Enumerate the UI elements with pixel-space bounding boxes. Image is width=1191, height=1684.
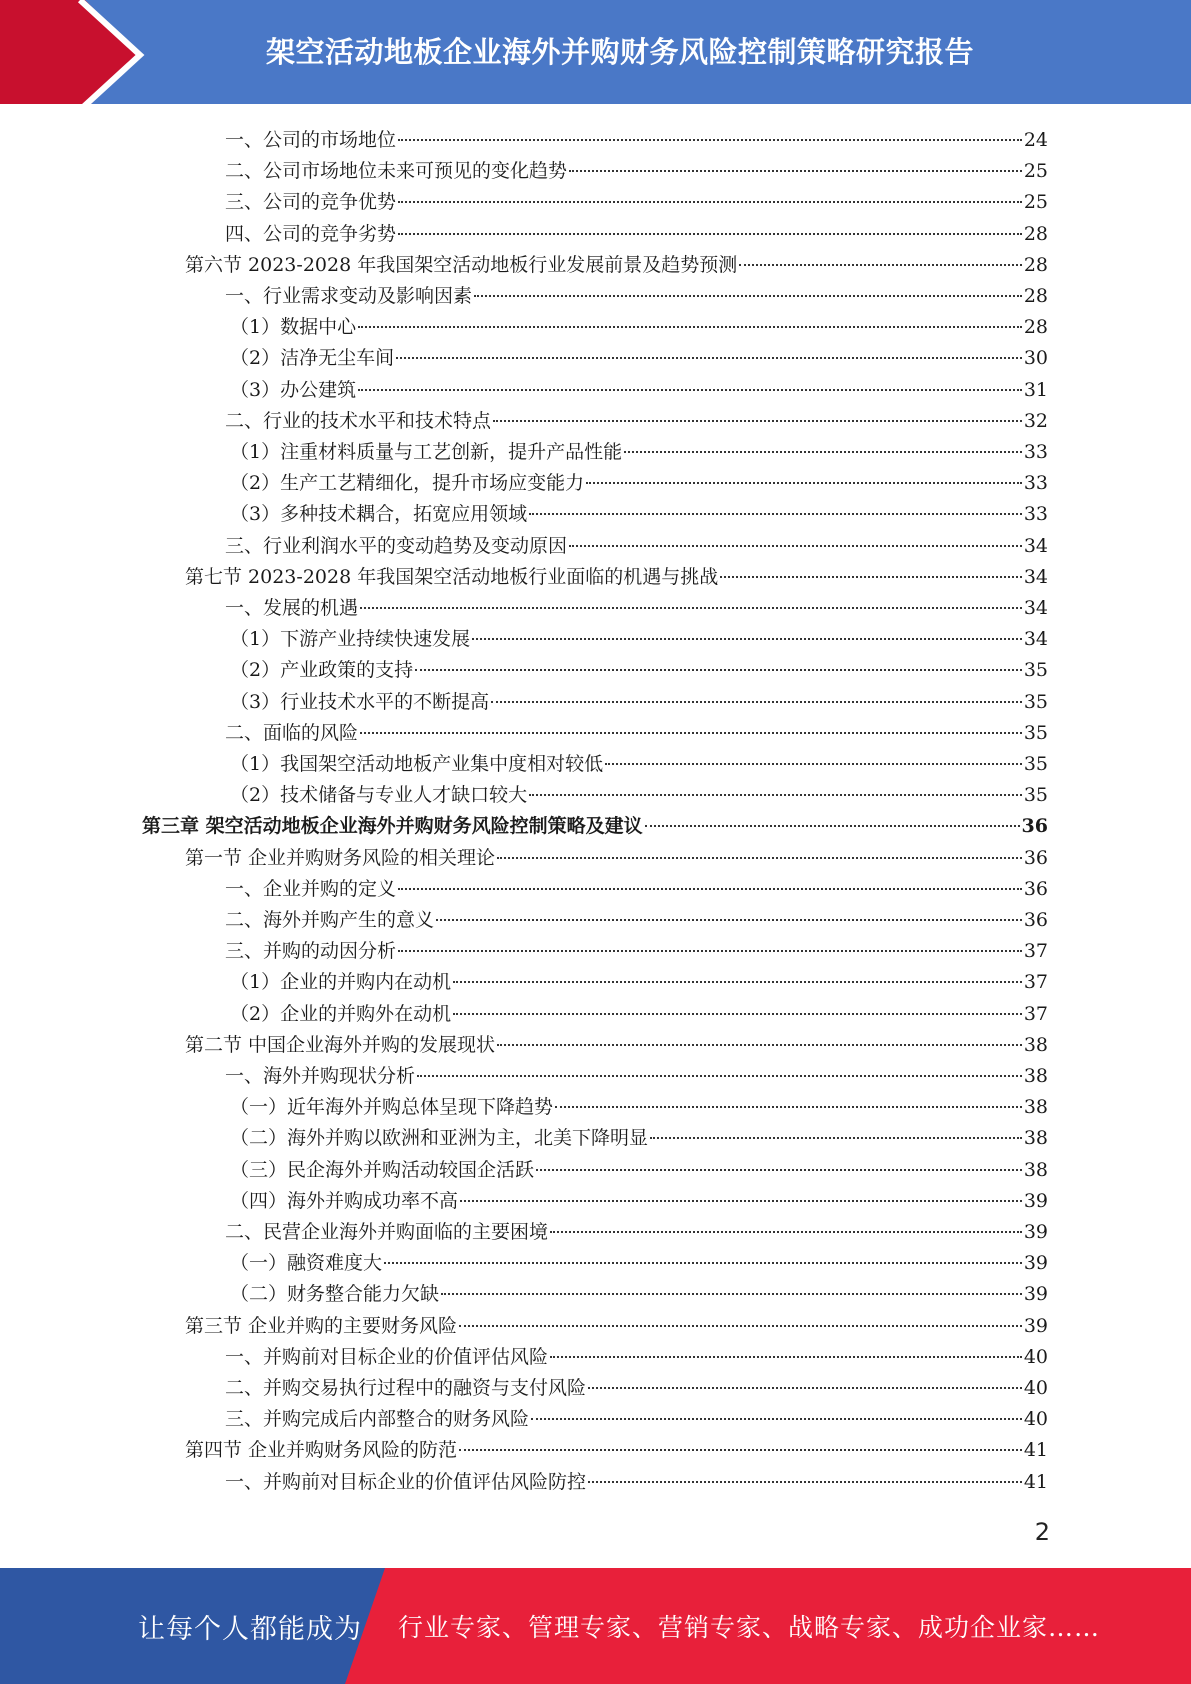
toc-dot-leader [550,1231,1022,1233]
footer-banner [0,1568,1191,1684]
toc-entry-title: 一、海外并购现状分析 [225,1065,416,1087]
toc-page-number: 33 [1023,441,1048,463]
toc-entry[interactable] [230,377,1048,403]
toc-entry[interactable] [225,158,1048,184]
toc-page-number: 28 [1023,254,1048,276]
toc-dot-leader [497,1044,1022,1046]
toc-entry[interactable] [230,439,1048,465]
toc-page-number: 41 [1023,1439,1048,1461]
toc-page-number: 35 [1023,659,1048,681]
toc-dot-leader [459,1325,1022,1327]
toc-entry[interactable] [230,470,1048,496]
toc-entry-title: 一、企业并购的定义 [225,878,397,900]
toc-page-number: 36 [1023,909,1048,931]
toc-page-number: 30 [1023,347,1048,369]
toc-entry-title: 第三章 架空活动地板企业海外并购财务风险控制策略及建议 [142,815,643,837]
toc-page-number: 28 [1023,223,1048,245]
toc-entry-title: （3）行业技术水平的不断提高 [230,691,490,713]
document-title: 架空活动地板企业海外并购财务风险控制策略研究报告 [265,34,974,69]
toc-dot-leader [588,1481,1022,1483]
toc-dot-leader [436,919,1022,921]
toc-dot-leader [396,357,1022,359]
toc-page-number: 35 [1023,784,1048,806]
toc-page-number: 25 [1023,191,1048,213]
toc-entry-title: 四、公司的竞争劣势 [225,223,397,245]
toc-page-number: 40 [1023,1346,1048,1368]
toc-entry-title: 二、海外并购产生的意义 [225,909,435,931]
toc-dot-leader [441,1293,1022,1295]
toc-dot-leader [605,763,1022,765]
toc-page-number: 36 [1023,878,1048,900]
toc-entry-title: 二、并购交易执行过程中的融资与支付风险 [225,1377,587,1399]
toc-entry-title: （2）洁净无尘车间 [230,347,395,369]
toc-dot-leader [529,794,1022,796]
toc-entry[interactable] [230,1188,1048,1214]
toc-section-entry[interactable] [185,1313,1048,1339]
toc-dot-leader [529,513,1022,515]
toc-dot-leader [360,732,1022,734]
toc-entry-title: 二、民营企业海外并购面临的主要困境 [225,1221,549,1243]
toc-section-entry[interactable] [185,252,1048,278]
toc-page-number: 39 [1023,1315,1048,1337]
toc-entry[interactable] [225,1219,1048,1245]
toc-page-number: 34 [1023,535,1048,557]
toc-entry[interactable] [225,533,1048,559]
toc-page-number: 34 [1023,597,1048,619]
footer-slogan-right: 行业专家、管理专家、营销专家、战略专家、成功企业家…… [398,1613,1101,1642]
toc-entry[interactable] [225,938,1048,964]
toc-entry[interactable] [225,876,1048,902]
toc-page-number: 39 [1023,1221,1048,1243]
toc-page-number: 38 [1023,1065,1048,1087]
toc-entry-title: 第七节 2023-2028 年我国架空活动地板行业面临的机遇与挑战 [185,566,719,588]
toc-dot-leader [398,888,1022,890]
toc-entry-title: 三、并购的动因分析 [225,940,397,962]
toc-entry-title: 二、公司市场地位未来可预见的变化趋势 [225,160,568,182]
toc-dot-leader [493,420,1022,422]
footer-slogan-left: 让每个人都能成为 [138,1613,362,1645]
toc-entry-title: 一、发展的机遇 [225,597,359,619]
toc-page-number: 34 [1023,566,1048,588]
toc-dot-leader [415,669,1022,671]
toc-section-entry[interactable] [185,1437,1048,1463]
toc-page-number: 35 [1023,753,1048,775]
toc-entry[interactable] [230,314,1048,340]
toc-entry-title: 二、行业的技术水平和技术特点 [225,410,492,432]
toc-dot-leader [531,1418,1022,1420]
toc-page-number: 36 [1023,847,1048,869]
toc-entry-title: （2）企业的并购外在动机 [230,1003,452,1025]
toc-entry[interactable] [230,1125,1048,1151]
toc-entry-title: （2）产业政策的支持 [230,659,414,681]
toc-page-number: 25 [1023,160,1048,182]
toc-entry-title: 第六节 2023-2028 年我国架空活动地板行业发展前景及趋势预测 [185,254,738,276]
toc-page-number: 37 [1023,971,1048,993]
toc-entry-title: 三、公司的竞争优势 [225,191,397,213]
toc-page-number: 31 [1023,379,1048,401]
toc-dot-leader [453,981,1022,983]
toc-entry-title: 三、并购完成后内部整合的财务风险 [225,1408,530,1430]
toc-entry-title: （2）生产工艺精细化，提升市场应变能力 [230,472,585,494]
toc-entry-title: （1）注重材料质量与工艺创新，提升产品性能 [230,441,623,463]
toc-entry[interactable] [225,720,1048,746]
toc-dot-leader [645,825,1020,827]
toc-page-number: 33 [1023,472,1048,494]
toc-dot-leader [472,638,1022,640]
toc-page-number: 38 [1023,1096,1048,1118]
toc-dot-leader [398,139,1022,141]
toc-dot-leader [398,201,1022,203]
toc-dot-leader [460,1200,1022,1202]
toc-page-number: 41 [1023,1471,1048,1493]
toc-section-entry[interactable] [185,564,1048,590]
toc-entry[interactable] [230,1001,1048,1027]
toc-entry[interactable] [225,1469,1048,1495]
toc-entry[interactable] [225,907,1048,933]
toc-entry-title: （3）多种技术耦合，拓宽应用领域 [230,503,528,525]
toc-dot-leader [474,295,1022,297]
toc-page-number: 37 [1023,940,1048,962]
toc-entry-title: 一、公司的市场地位 [225,129,397,151]
toc-entry[interactable] [225,595,1048,621]
toc-page-number: 35 [1023,722,1048,744]
toc-entry[interactable] [230,501,1048,527]
toc-dot-leader [491,701,1022,703]
toc-entry-title: 第二节 中国企业海外并购的发展现状 [185,1034,496,1056]
toc-dot-leader [398,950,1022,952]
toc-page-number: 34 [1023,628,1048,650]
toc-entry-title: （三）民企海外并购活动较国企活跃 [230,1159,535,1181]
toc-dot-leader [550,1356,1022,1358]
toc-page-number: 40 [1023,1377,1048,1399]
toc-entry-title: （一）融资难度大 [230,1252,383,1274]
toc-entry[interactable] [230,969,1048,995]
toc-entry-title: （一）近年海外并购总体呈现下降趋势 [230,1096,554,1118]
toc-entry-title: （1）我国架空活动地板产业集中度相对较低 [230,753,604,775]
toc-entry-title: 第四节 企业并购财务风险的防范 [185,1439,458,1461]
toc-entry-title: （1）数据中心 [230,316,357,338]
toc-page-number: 39 [1023,1190,1048,1212]
toc-entry[interactable] [230,782,1048,808]
toc-dot-leader [384,1262,1022,1264]
toc-entry[interactable] [225,283,1048,309]
toc-page-number: 38 [1023,1127,1048,1149]
toc-page-number: 37 [1023,1003,1048,1025]
toc-entry[interactable] [230,689,1048,715]
toc-entry[interactable] [225,1375,1048,1401]
toc-chapter-entry[interactable] [142,813,1048,839]
toc-entry-title: 第一节 企业并购财务风险的相关理论 [185,847,496,869]
toc-page-number: 36 [1021,815,1048,837]
toc-entry[interactable] [230,1250,1048,1276]
toc-dot-leader [586,482,1022,484]
toc-entry[interactable] [225,189,1048,215]
toc-dot-leader [650,1137,1022,1139]
toc-entry-title: （四）海外并购成功率不高 [230,1190,459,1212]
toc-section-entry[interactable] [185,1032,1048,1058]
toc-page-number: 38 [1023,1034,1048,1056]
toc-entry[interactable] [225,1406,1048,1432]
toc-dot-leader [398,233,1022,235]
toc-entry[interactable] [230,657,1048,683]
toc-section-entry[interactable] [185,845,1048,871]
toc-entry-title: 一、并购前对目标企业的价值评估风险防控 [225,1471,587,1493]
toc-dot-leader [624,451,1022,453]
toc-dot-leader [739,264,1022,266]
toc-entry-title: （1）企业的并购内在动机 [230,971,452,993]
toc-dot-leader [358,326,1022,328]
toc-entry[interactable] [225,1344,1048,1370]
toc-entry-title: 一、并购前对目标企业的价值评估风险 [225,1346,549,1368]
toc-entry[interactable] [225,221,1048,247]
toc-entry-title: （3）办公建筑 [230,379,357,401]
toc-dot-leader [459,1449,1022,1451]
toc-entry[interactable] [230,626,1048,652]
toc-entry[interactable] [230,1281,1048,1307]
toc-dot-leader [569,545,1022,547]
toc-entry-title: （2）技术储备与专业人才缺口较大 [230,784,528,806]
toc-entry[interactable] [225,408,1048,434]
toc-entry-title: 第三节 企业并购的主要财务风险 [185,1315,458,1337]
toc-entry[interactable] [230,1094,1048,1120]
header-banner [0,0,1191,110]
toc-page-number: 28 [1023,285,1048,307]
toc-entry[interactable] [230,751,1048,777]
toc-page-number: 24 [1023,129,1048,151]
toc-entry-title: （二）海外并购以欧洲和亚洲为主，北美下降明显 [230,1127,649,1149]
toc-page-number: 40 [1023,1408,1048,1430]
toc-page-number: 38 [1023,1159,1048,1181]
toc-entry-title: 二、面临的风险 [225,722,359,744]
toc-page-number: 39 [1023,1283,1048,1305]
toc-dot-leader [588,1387,1022,1389]
page-number: 2 [1034,1518,1050,1546]
toc-entry-title: （二）财务整合能力欠缺 [230,1283,440,1305]
toc-entry[interactable] [230,1157,1048,1183]
toc-dot-leader [360,607,1022,609]
toc-dot-leader [417,1075,1022,1077]
toc-entry-title: （1）下游产业持续快速发展 [230,628,471,650]
toc-dot-leader [497,857,1022,859]
toc-page-number: 39 [1023,1252,1048,1274]
toc-page-number: 33 [1023,503,1048,525]
toc-dot-leader [720,576,1022,578]
toc-dot-leader [569,170,1022,172]
toc-dot-leader [536,1169,1022,1171]
toc-dot-leader [555,1106,1022,1108]
toc-entry[interactable] [225,127,1048,153]
toc-entry-title: 三、行业利润水平的变动趋势及变动原因 [225,535,568,557]
toc-entry[interactable] [230,345,1048,371]
toc-dot-leader [358,389,1022,391]
toc-page-number: 28 [1023,316,1048,338]
toc-dot-leader [453,1013,1022,1015]
toc-entry-title: 一、行业需求变动及影响因素 [225,285,473,307]
toc-page-number: 35 [1023,691,1048,713]
toc-page-number: 32 [1023,410,1048,432]
toc-entry[interactable] [225,1063,1048,1089]
